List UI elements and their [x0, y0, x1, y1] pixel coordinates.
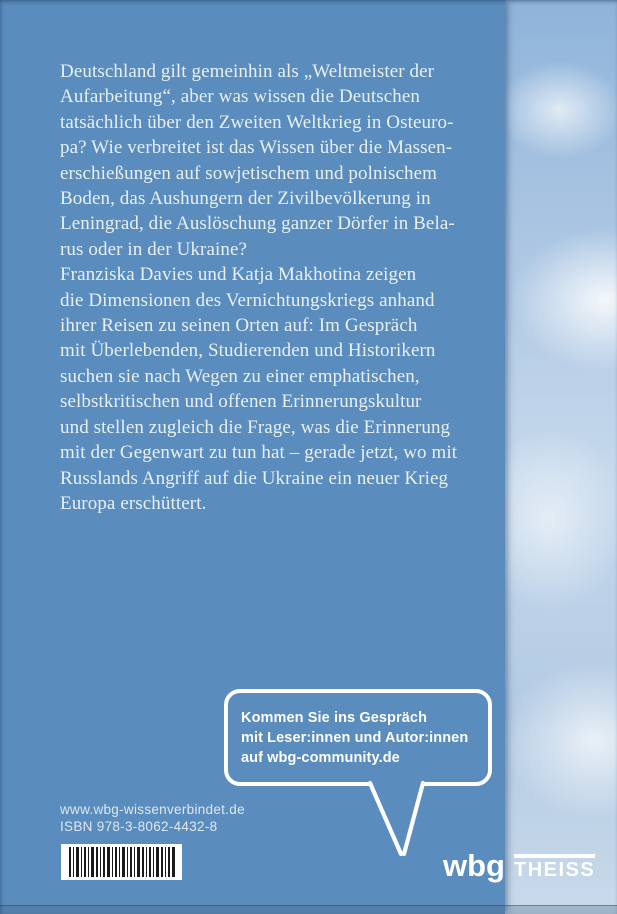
blurb-line: und stellen zugleich die Frage, was die Erinnerung: [60, 416, 451, 438]
blurb-line: Boden, das Aushungern der Zivilbevölkerung in: [60, 188, 431, 210]
website-url: www.wbg-wissenverbindet.de: [60, 802, 245, 817]
blurb-line: Aufarbeitung“, aber was wissen die Deutschen: [60, 86, 421, 108]
blurb-line: suchen sie nach Wegen zu einer emphatischen,: [60, 365, 420, 387]
isbn-number: ISBN 978-3-8062-4432-8: [60, 818, 218, 834]
theiss-logo-text: THEISS: [514, 854, 595, 880]
bubble-line: mit Leser:innen und Autor:innen: [241, 730, 469, 746]
blurb-line: mit der Gegenwart zu tun hat – gerade jetzt, wo mit: [60, 442, 458, 464]
blurb-line: Franziska Davies und Katja Makhotina zeigen: [60, 264, 417, 286]
speech-bubble-tail-icon: [362, 777, 432, 861]
blurb-line: Deutschland gilt gemeinhin als „Weltmeister der: [60, 61, 435, 82]
blurb-line: Leningrad, die Auslöschung ganzer Dörfer in Bela-: [60, 213, 455, 235]
bubble-line: auf wbg-community.de: [241, 750, 400, 766]
blurb-line: pa? Wie verbreitet ist das Wissen über die Massen-: [60, 137, 453, 159]
blurb-line: erschießungen auf sowjetischem und polnischem: [60, 162, 438, 184]
blurb-line: Russlands Angriff auf die Ukraine ein neuer Krieg: [60, 467, 449, 489]
blurb-line: rus oder in der Ukraine?: [60, 238, 248, 260]
blurb-line: Europa erschüttert.: [60, 492, 207, 514]
barcode: [61, 844, 182, 880]
blurb-line: mit Überlebenden, Studierenden und Historikern: [60, 340, 436, 362]
community-invitation: [241, 708, 468, 768]
wbg-logo-text: wbg: [443, 848, 505, 883]
blurb-line: ihrer Reisen zu seinen Orten auf: Im Gespräch: [60, 315, 418, 337]
blurb-line: die Dimensionen des Vernichtungskriegs anhand: [60, 289, 435, 311]
book-description: [60, 59, 457, 516]
publisher-logo: [443, 850, 595, 881]
blurb-line: tatsächlich über den Zweiten Weltkrieg in Osteuro-: [60, 111, 454, 133]
footer-info: [60, 802, 245, 835]
cover-bottom-edge: [0, 905, 617, 914]
bubble-line: Kommen Sie ins Gespräch: [241, 710, 428, 726]
blurb-line: selbstkritischen und offenen Erinnerungskultur: [60, 391, 422, 413]
